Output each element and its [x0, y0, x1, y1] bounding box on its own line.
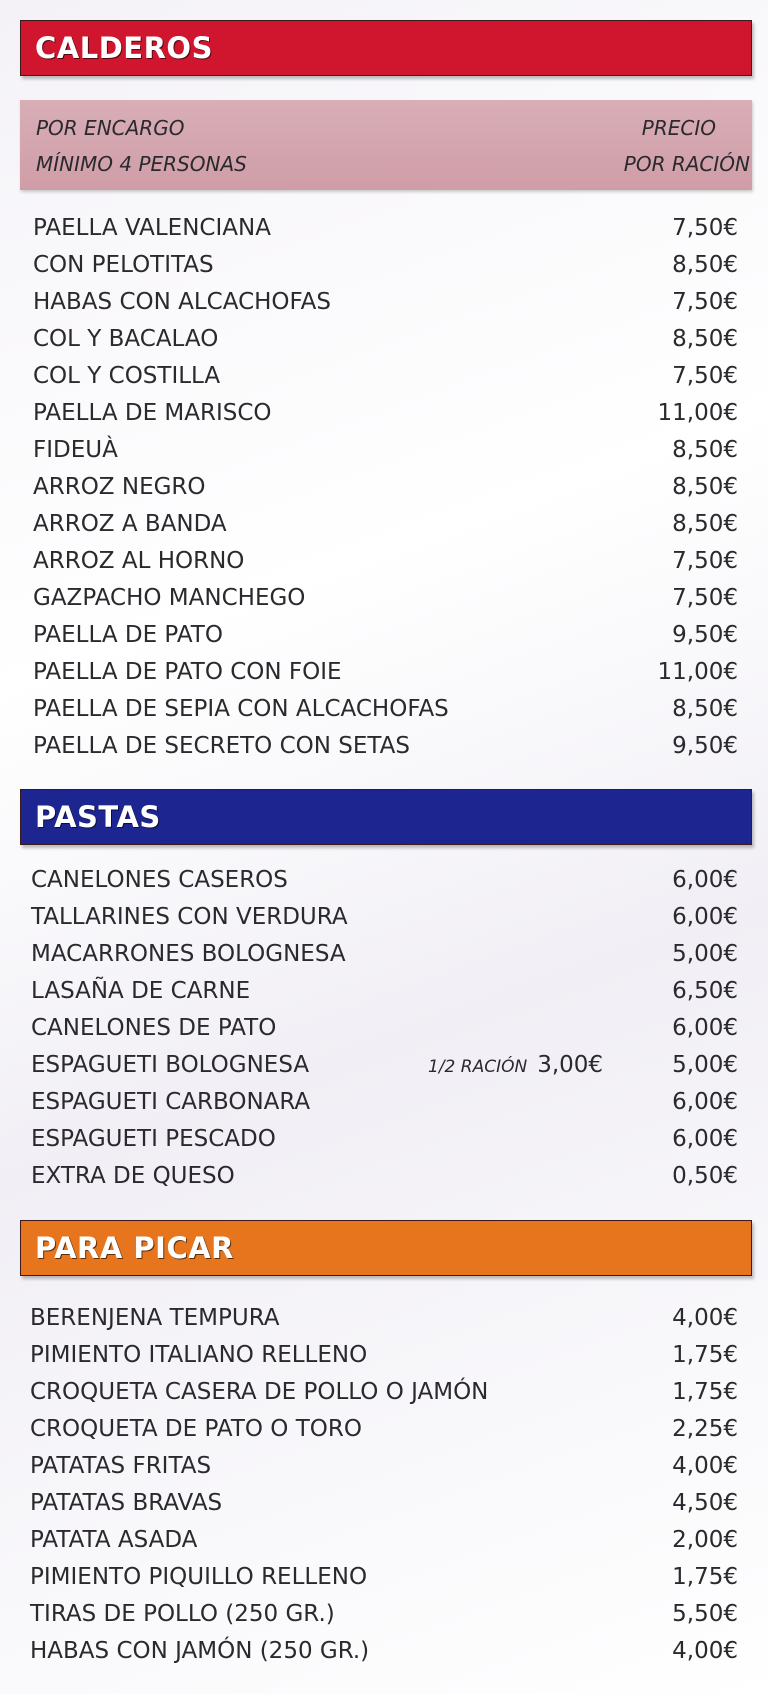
item-name: PAELLA DE SEPIA CON ALCACHOFAS — [33, 696, 449, 722]
item-name: HABAS CON ALCACHOFAS — [33, 289, 331, 315]
menu-item — [0, 1337, 768, 1374]
item-name: CROQUETA CASERA DE POLLO O JAMÓN — [30, 1379, 489, 1405]
item-name: PATATA ASADA — [30, 1527, 198, 1553]
item-name: EXTRA DE QUESO — [31, 1163, 235, 1189]
item-price: 5,50€ — [672, 1601, 738, 1627]
item-price: 8,50€ — [672, 511, 738, 537]
menu-item — [0, 247, 768, 284]
menu-item — [0, 1047, 768, 1084]
item-price: 8,50€ — [672, 696, 738, 722]
item-price: 9,50€ — [672, 622, 738, 648]
item-price: 6,00€ — [672, 1015, 738, 1041]
menu-item — [0, 543, 768, 580]
item-name: ARROZ A BANDA — [33, 511, 227, 537]
item-price: 4,50€ — [672, 1490, 738, 1516]
item-name: COL Y COSTILLA — [33, 363, 221, 389]
item-price: 1,75€ — [672, 1379, 738, 1405]
item-name: PIMIENTO PIQUILLO RELLENO — [30, 1564, 368, 1590]
menu-item — [0, 1084, 768, 1121]
item-name: CROQUETA DE PATO O TORO — [30, 1416, 362, 1442]
item-price: 8,50€ — [672, 437, 738, 463]
item-price: 4,00€ — [672, 1305, 738, 1331]
menu-item — [0, 1010, 768, 1047]
item-name: LASAÑA DE CARNE — [31, 978, 251, 1004]
subheader-price-label: PRECIO — [641, 116, 716, 140]
menu-item — [0, 899, 768, 936]
item-name: ARROZ AL HORNO — [33, 548, 245, 574]
item-name: FIDEUÀ — [33, 437, 118, 463]
item-name: ARROZ NEGRO — [33, 474, 206, 500]
menu-item — [0, 973, 768, 1010]
section-title-pastas: PASTAS — [35, 800, 161, 834]
menu-item — [0, 321, 768, 358]
menu-item — [0, 1374, 768, 1411]
item-name: PAELLA DE SECRETO CON SETAS — [33, 733, 410, 759]
item-name: ESPAGUETI PESCADO — [31, 1126, 276, 1152]
item-name: PAELLA DE PATO CON FOIE — [33, 659, 342, 685]
section-header-pastas — [20, 789, 752, 845]
menu-item — [0, 862, 768, 899]
half-portion — [428, 1047, 603, 1086]
item-price: 0,50€ — [672, 1163, 738, 1189]
menu-item — [0, 1411, 768, 1448]
item-price: 7,50€ — [672, 363, 738, 389]
item-price: 1,75€ — [672, 1564, 738, 1590]
menu-item — [0, 1485, 768, 1522]
item-price: 4,00€ — [672, 1638, 738, 1664]
menu-item — [0, 691, 768, 728]
calderos-subheader — [20, 100, 752, 190]
item-price: 8,50€ — [672, 252, 738, 278]
item-name: HABAS CON JAMÓN (250 GR.) — [30, 1638, 370, 1664]
item-name: CON PELOTITAS — [33, 252, 214, 278]
menu-item — [0, 936, 768, 973]
item-name: ESPAGUETI CARBONARA — [31, 1089, 311, 1115]
item-name: BERENJENA TEMPURA — [30, 1305, 280, 1331]
item-price: 11,00€ — [657, 659, 738, 685]
section-header-para-picar — [20, 1220, 752, 1276]
item-price: 6,00€ — [672, 904, 738, 930]
menu-item — [0, 1633, 768, 1670]
menu-item — [0, 580, 768, 617]
item-name: CANELONES DE PATO — [31, 1015, 277, 1041]
item-price: 6,00€ — [672, 867, 738, 893]
menu-item — [0, 1596, 768, 1633]
item-price: 6,00€ — [672, 1126, 738, 1152]
item-price: 6,00€ — [672, 1089, 738, 1115]
item-name: GAZPACHO MANCHEGO — [33, 585, 306, 611]
item-price: 7,50€ — [672, 289, 738, 315]
item-name: TIRAS DE POLLO (250 GR.) — [30, 1601, 335, 1627]
menu-item — [0, 358, 768, 395]
item-name: PATATAS BRAVAS — [30, 1490, 223, 1516]
section-header-calderos — [20, 20, 752, 76]
item-price: 7,50€ — [672, 215, 738, 241]
menu-item — [0, 1522, 768, 1559]
menu-item — [0, 654, 768, 691]
menu-item — [0, 506, 768, 543]
item-price: 7,50€ — [672, 548, 738, 574]
item-price: 11,00€ — [657, 400, 738, 426]
menu-item — [0, 432, 768, 469]
para-picar-list — [0, 1300, 768, 1670]
menu-item — [0, 284, 768, 321]
menu-item — [0, 617, 768, 654]
item-name: PATATAS FRITAS — [30, 1453, 212, 1479]
item-name: MACARRONES BOLOGNESA — [31, 941, 346, 967]
half-portion-label: 1/2 RACIÓN — [428, 1057, 528, 1077]
item-price: 2,00€ — [672, 1527, 738, 1553]
item-name: COL Y BACALAO — [33, 326, 219, 352]
item-name: PAELLA DE MARISCO — [33, 400, 272, 426]
item-name: PAELLA DE PATO — [33, 622, 223, 648]
item-price: 8,50€ — [672, 474, 738, 500]
pastas-list — [0, 862, 768, 1195]
item-price: 7,50€ — [672, 585, 738, 611]
item-name: PAELLA VALENCIANA — [33, 215, 271, 241]
menu-item — [0, 1559, 768, 1596]
item-price: 6,50€ — [672, 978, 738, 1004]
item-price: 4,00€ — [672, 1453, 738, 1479]
item-price: 8,50€ — [672, 326, 738, 352]
menu-item — [0, 469, 768, 506]
item-name: PIMIENTO ITALIANO RELLENO — [30, 1342, 368, 1368]
item-price: 9,50€ — [672, 733, 738, 759]
item-price: 5,00€ — [672, 1052, 738, 1078]
menu-item — [0, 728, 768, 765]
item-name: TALLARINES CON VERDURA — [31, 904, 348, 930]
subheader-per-portion: POR RACIÓN — [623, 152, 750, 176]
menu-item — [0, 1158, 768, 1195]
item-price: 2,25€ — [672, 1416, 738, 1442]
item-name: ESPAGUETI BOLOGNESA — [31, 1052, 310, 1078]
menu-item — [0, 1121, 768, 1158]
subheader-min-persons: MÍNIMO 4 PERSONAS — [36, 152, 247, 176]
menu-item — [0, 1448, 768, 1485]
half-portion-price: 3,00€ — [537, 1052, 604, 1078]
item-price: 5,00€ — [672, 941, 738, 967]
item-name: CANELONES CASEROS — [31, 867, 288, 893]
item-price: 1,75€ — [672, 1342, 738, 1368]
section-title-para-picar: PARA PICAR — [35, 1231, 235, 1265]
subheader-order-note: POR ENCARGO — [36, 116, 185, 140]
menu-item — [0, 1300, 768, 1337]
calderos-list — [0, 210, 768, 765]
menu-item — [0, 395, 768, 432]
menu-item — [0, 210, 768, 247]
section-title-calderos: CALDEROS — [35, 31, 213, 65]
